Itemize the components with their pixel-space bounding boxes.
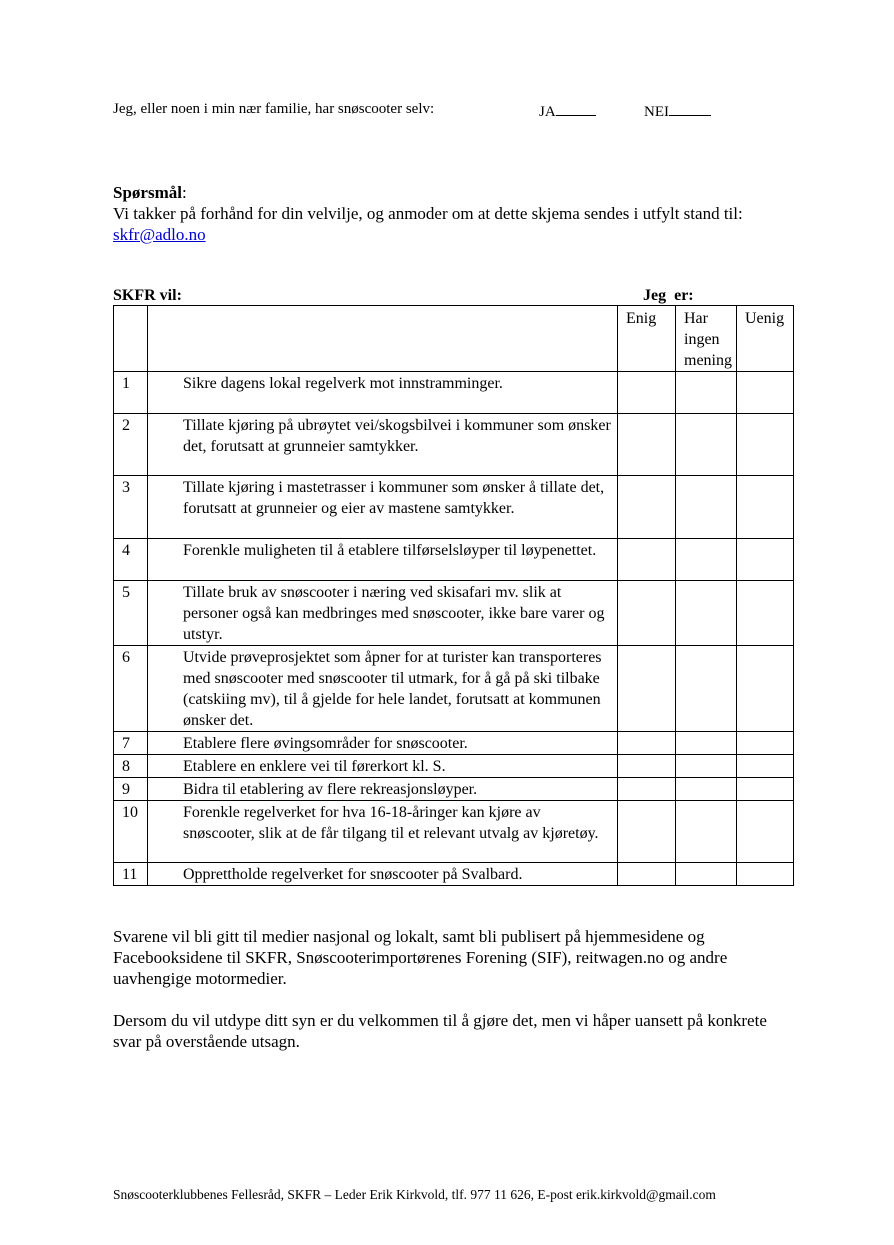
answer-cell-enig[interactable] xyxy=(618,646,676,732)
answer-cell-enig[interactable] xyxy=(618,581,676,646)
closing-paragraph-1: Svarene vil bli gitt til medier nasjonal og lokalt, samt bli publisert på hjemmesidene og Facebooksidene til SKFR, Snøscooterimportørenes Forening (SIF), reitwagen.no og andre uavhengige motormedier. xyxy=(113,927,728,988)
questions-heading: Spørsmål: xyxy=(113,183,187,202)
yes-option[interactable] xyxy=(539,101,596,121)
answer-cell-har-ingen-mening[interactable] xyxy=(676,414,737,476)
table-row xyxy=(114,372,794,414)
row-statement: Forenkle muligheten til å etablere tilførselsløyper til løypenettet. xyxy=(148,539,618,581)
answer-cell-har-ingen-mening[interactable] xyxy=(676,801,737,863)
answer-cell-enig[interactable] xyxy=(618,372,676,414)
answer-cell-enig[interactable] xyxy=(618,863,676,886)
row-number: 8 xyxy=(114,755,148,778)
row-number: 11 xyxy=(114,863,148,886)
table-row xyxy=(114,755,794,778)
row-number: 7 xyxy=(114,732,148,755)
answer-cell-har-ingen-mening[interactable] xyxy=(676,372,737,414)
answer-cell-enig[interactable] xyxy=(618,778,676,801)
answer-cell-uenig[interactable] xyxy=(737,372,794,414)
answer-cell-uenig[interactable] xyxy=(737,801,794,863)
row-number: 5 xyxy=(114,581,148,646)
table-row xyxy=(114,863,794,886)
no-label: NEI xyxy=(644,104,669,120)
answer-cell-har-ingen-mening[interactable] xyxy=(676,863,737,886)
table-row xyxy=(114,476,794,539)
row-number: 4 xyxy=(114,539,148,581)
table-header-row xyxy=(114,306,794,372)
header-num-cell xyxy=(114,306,148,372)
row-number: 10 xyxy=(114,801,148,863)
answer-cell-uenig[interactable] xyxy=(737,646,794,732)
answer-cell-uenig[interactable] xyxy=(737,414,794,476)
answer-cell-har-ingen-mening[interactable] xyxy=(676,755,737,778)
answer-cell-enig[interactable] xyxy=(618,539,676,581)
answer-cell-enig[interactable] xyxy=(618,755,676,778)
header-uenig: Uenig xyxy=(737,306,794,372)
answer-cell-uenig[interactable] xyxy=(737,863,794,886)
no-option[interactable] xyxy=(644,101,711,121)
table-row xyxy=(114,581,794,646)
row-number: 3 xyxy=(114,476,148,539)
row-number: 6 xyxy=(114,646,148,732)
row-statement: Etablere en enklere vei til førerkort kl. S. xyxy=(148,755,618,778)
row-statement: Tillate kjøring i mastetrasser i kommuner som ønsker å tillate det, forutsatt at grunneier og eier av mastene samtykker. xyxy=(148,476,618,539)
answer-cell-har-ingen-mening[interactable] xyxy=(676,778,737,801)
answer-cell-enig[interactable] xyxy=(618,801,676,863)
header-statement-cell xyxy=(148,306,618,372)
no-blank[interactable] xyxy=(669,101,711,116)
row-statement: Tillate bruk av snøscooter i næring ved skisafari mv. slik at personer også kan medbringes med snøscooter, ikke bare varer og utstyr. xyxy=(148,581,618,646)
answer-cell-uenig[interactable] xyxy=(737,755,794,778)
table-left-heading: SKFR vil: xyxy=(113,287,182,304)
questions-text: Vi takker på forhånd for din velvilje, og anmoder om at dette skjema sendes i utfylt stand til: xyxy=(113,204,743,223)
answer-cell-har-ingen-mening[interactable] xyxy=(676,476,737,539)
row-statement: Etablere flere øvingsområder for snøscooter. xyxy=(148,732,618,755)
footer: Snøscooterklubbenes Fellesråd, SKFR – Leder Erik Kirkvold, tlf. 977 11 626, E-post erik.kirkvold@gmail.com xyxy=(113,1187,716,1202)
email-link[interactable]: skfr@adlo.no xyxy=(113,225,206,244)
row-number: 1 xyxy=(114,372,148,414)
header-har-ingen-mening: Har ingen mening xyxy=(676,306,737,372)
row-statement: Bidra til etablering av flere rekreasjonsløyper. xyxy=(148,778,618,801)
row-statement: Opprettholde regelverket for snøscooter på Svalbard. xyxy=(148,863,618,886)
answer-cell-har-ingen-mening[interactable] xyxy=(676,646,737,732)
survey-table xyxy=(113,305,794,886)
table-row xyxy=(114,778,794,801)
answer-cell-har-ingen-mening[interactable] xyxy=(676,581,737,646)
answer-cell-enig[interactable] xyxy=(618,732,676,755)
answer-cell-uenig[interactable] xyxy=(737,476,794,539)
row-statement: Tillate kjøring på ubrøytet vei/skogsbilvei i kommuner som ønsker det, forutsatt at grunneier samtykker. xyxy=(148,414,618,476)
answer-cell-uenig[interactable] xyxy=(737,732,794,755)
answer-cell-uenig[interactable] xyxy=(737,539,794,581)
answer-cell-uenig[interactable] xyxy=(737,581,794,646)
yes-label: JA xyxy=(539,104,556,120)
answer-cell-har-ingen-mening[interactable] xyxy=(676,539,737,581)
answer-cell-enig[interactable] xyxy=(618,414,676,476)
answer-cell-uenig[interactable] xyxy=(737,778,794,801)
answer-cell-har-ingen-mening[interactable] xyxy=(676,732,737,755)
table-row xyxy=(114,646,794,732)
answer-cell-enig[interactable] xyxy=(618,476,676,539)
row-number: 2 xyxy=(114,414,148,476)
table-row xyxy=(114,539,794,581)
row-number: 9 xyxy=(114,778,148,801)
table-right-heading: Jeg er: xyxy=(643,287,694,304)
row-statement: Forenkle regelverket for hva 16-18-åringer kan kjøre av snøscooter, slik at de får tilgang til et relevant utvalg av kjøretøy. xyxy=(148,801,618,863)
ownership-question: Jeg, eller noen i min nær familie, har snøscooter selv: xyxy=(113,101,435,117)
table-row xyxy=(114,414,794,476)
table-row xyxy=(114,732,794,755)
yes-blank[interactable] xyxy=(556,101,596,116)
header-enig: Enig xyxy=(618,306,676,372)
row-statement: Utvide prøveprosjektet som åpner for at turister kan transporteres med snøscooter med snøscooter til utmark, for å gå på ski tilbake (catskiing mv), til å gjelde for hele landet, forutsatt at kommunen ønsker det. xyxy=(148,646,618,732)
closing-paragraph-2: Dersom du vil utdype ditt syn er du velkommen til å gjøre det, men vi håper uansett på konkrete svar på overstående utsagn. xyxy=(113,1011,767,1051)
table-row xyxy=(114,801,794,863)
row-statement: Sikre dagens lokal regelverk mot innstramminger. xyxy=(148,372,618,414)
